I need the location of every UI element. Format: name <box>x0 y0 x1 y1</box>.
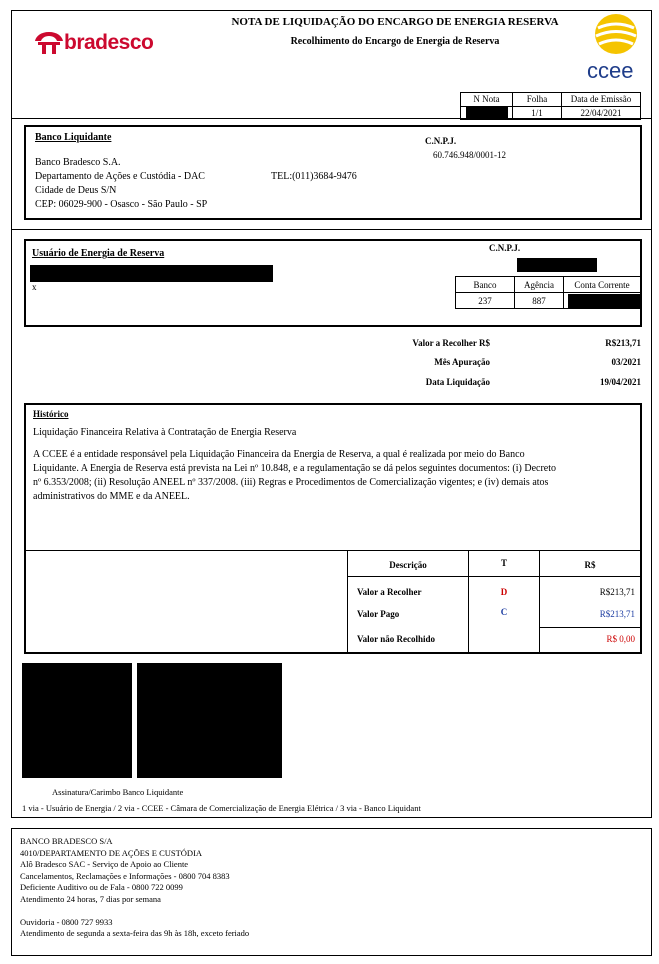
usuario-heading: Usuário de Energia de Reserva <box>32 248 165 259</box>
vias-text: 1 via - Usuário de Energia / 2 via - CCEE - Câmara de Comercialização de Energia Elétrica / 3 via - Banco Liquidant <box>22 803 421 813</box>
usuario-cnpj-redaction <box>517 258 597 272</box>
footer-line-3: Alô Bradesco SAC - Serviço de Apoio ao Cliente <box>20 859 189 870</box>
historico-para-2: Liquidante. A Energia de Reserva está prevista na Lei nº 10.848, e a regulamentação se dá pelos seguintes documentos: (i) Decreto <box>33 463 557 474</box>
banco-cnpj-value: 60.746.948/0001-12 <box>433 150 506 160</box>
valor-recolher-label: Valor a Recolher R$ <box>412 338 490 348</box>
section-divider <box>11 229 652 230</box>
sheet-value: 1/1 <box>512 106 562 120</box>
ccee-logo-text: ccee <box>587 58 634 83</box>
account-redaction <box>568 294 640 309</box>
valor-recolher-value: R$213,71 <box>605 338 641 348</box>
ccee-logo <box>586 12 646 86</box>
historico-divider <box>24 550 642 551</box>
bradesco-logo-text: bradesco <box>64 31 154 54</box>
issue-date-value: 22/04/2021 <box>561 106 641 120</box>
summary-row1-type: D <box>500 587 508 597</box>
mes-apuracao-value: 03/2021 <box>611 357 641 367</box>
data-liquidacao-value: 19/04/2021 <box>599 377 641 387</box>
agency-value: 887 <box>514 292 564 309</box>
document-subtitle: Recolhimento do Encargo de Energia de Reserva <box>290 36 500 47</box>
banco-line-4: CEP: 06029-900 - Osasco - São Paulo - SP <box>35 199 208 210</box>
summary-row3-value: R$ 0,00 <box>606 634 635 644</box>
summary-row2-label: Valor Pago <box>357 609 400 619</box>
banco-cnpj-label: C.N.P.J. <box>425 136 457 146</box>
document-title: NOTA DE LIQUIDAÇÃO DO ENCARGO DE ENERGIA RESERVA <box>231 16 559 28</box>
sheet-header: Folha <box>512 92 562 107</box>
usuario-x-text: x <box>32 282 37 292</box>
summary-row1-value: R$213,71 <box>599 587 635 597</box>
banco-line-3: Cidade de Deus S/N <box>35 185 117 196</box>
summary-total-divider <box>539 627 641 628</box>
note-number-redaction <box>466 107 508 120</box>
summary-value-header: R$ <box>584 560 596 570</box>
footer-text <box>20 836 249 940</box>
footer-line-4: Cancelamentos, Reclamações e Informações - 0800 704 8383 <box>20 870 230 881</box>
banco-line-2: Departamento de Ações e Custódia - DAC <box>35 171 205 182</box>
signature-label: Assinatura/Carimbo Banco Liquidante <box>52 787 184 797</box>
usuario-cnpj-label: C.N.P.J. <box>489 243 521 253</box>
footer-line-9: Atendimento de segunda a sexta-feira das 9h às 18h, exceto feriado <box>20 928 250 939</box>
footer-line-1: BANCO BRADESCO S/A <box>20 836 113 846</box>
banco-line-1: Banco Bradesco S.A. <box>35 157 121 168</box>
footer-line-8: Ouvidoria - 0800 727 9933 <box>20 916 113 927</box>
footer-line-6: Atendimento 24 horas, 7 dias por semana <box>20 893 161 904</box>
historico-heading: Histórico <box>33 409 69 419</box>
historico-para-3: nº 6.353/2008; (ii) Resolução ANEEL nº 337/2008. (iii) Regras e Procedimentos de Comercialização vigentes; e (iv) demais atos <box>33 477 549 488</box>
bradesco-tree-icon <box>34 30 64 56</box>
account-header: Conta Corrente <box>563 276 641 293</box>
stamp-redaction-right <box>137 663 282 778</box>
footer-spacer <box>20 906 249 917</box>
bank-header: Banco <box>455 276 515 293</box>
summary-header-divider <box>347 576 641 577</box>
summary-row2-type: C <box>500 607 508 617</box>
mes-apuracao-label: Mês Apuração <box>434 357 490 367</box>
bradesco-logo <box>34 30 153 56</box>
summary-desc-header: Descrição <box>389 560 427 570</box>
footer-line-2: 4010/DEPARTAMENTO DE AÇÕES E CUSTÓDIA <box>20 847 203 858</box>
banco-liquidante-heading: Banco Liquidante <box>35 132 112 143</box>
ccee-sun-icon <box>592 12 640 56</box>
usuario-name-redaction <box>30 265 273 282</box>
summary-row1-label: Valor a Recolher <box>357 587 422 597</box>
historico-para-1: A CCEE é a entidade responsável pela Liquidação Financeira da Energia de Reserva, a qual é realizada por meio do Banco <box>33 449 525 460</box>
stamp-redaction-left <box>22 663 132 778</box>
note-number-header: N Nota <box>460 92 513 107</box>
footer-line-5: Deficiente Auditivo ou de Fala - 0800 722 0099 <box>20 882 183 893</box>
issue-date-header: Data de Emissão <box>561 92 641 107</box>
summary-type-header: T <box>500 558 507 568</box>
summary-row3-label: Valor não Recolhido <box>357 634 436 644</box>
historico-para-4: administrativos do MME e da ANEEL. <box>33 491 190 502</box>
banco-tel: TEL:(011)3684-9476 <box>271 171 357 182</box>
historico-line1: Liquidação Financeira Relativa à Contratação de Energia Reserva <box>33 427 297 438</box>
agency-header: Agência <box>514 276 564 293</box>
bank-value: 237 <box>455 292 515 309</box>
summary-row2-value: R$213,71 <box>599 609 635 619</box>
data-liquidacao-label: Data Liquidação <box>425 377 490 387</box>
